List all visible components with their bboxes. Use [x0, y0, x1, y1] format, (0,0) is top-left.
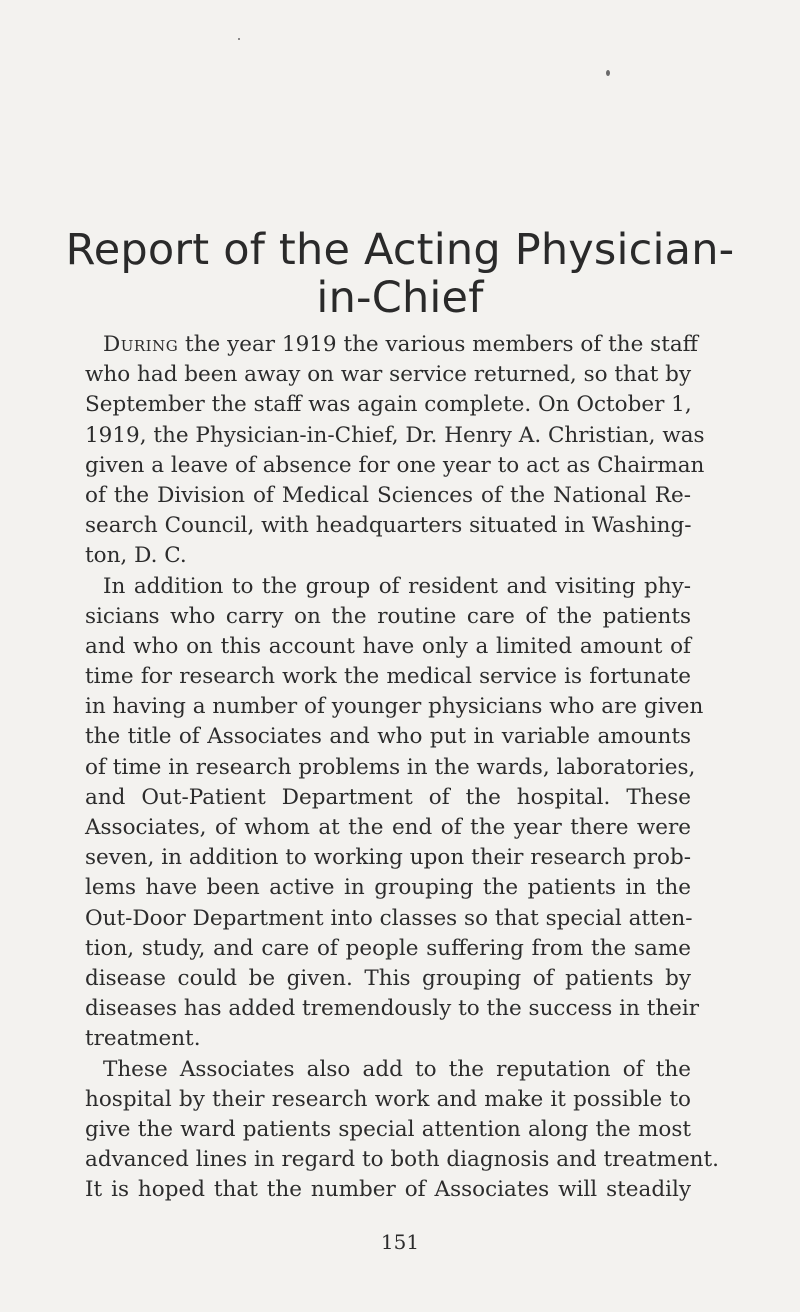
paragraph	[85, 1055, 719, 1206]
text-line: tion, study, and care of people suffering from the same	[85, 935, 691, 961]
text-line: disease could be given. This grouping of patients by	[85, 965, 691, 991]
text-line: seven, in addition to working upon their research prob-	[85, 845, 691, 871]
text-line: In addition to the group of resident and visiting phy-	[103, 573, 691, 599]
text-line: September the staff was again complete. On October 1,	[85, 392, 692, 418]
title-line-2: in-Chief	[316, 273, 484, 323]
text-line: given a leave of absence for one year to act as Chairman	[85, 452, 705, 478]
text-line: During the year 1919 the various members of the staff	[103, 332, 698, 357]
text-line: It is hoped that the number of Associates will steadily	[85, 1177, 691, 1203]
text-line: hospital by their research work and make it possible to	[85, 1086, 691, 1112]
text-line: ton, D. C.	[85, 543, 187, 569]
title-line-1: Report of the Acting Physician-	[65, 225, 735, 275]
paragraph	[85, 572, 704, 1055]
text-line: Associates, of whom at the end of the year there were	[85, 815, 691, 840]
paragraph	[85, 330, 705, 572]
text-line: lems have been active in grouping the patients in the	[85, 875, 691, 901]
text-line: who had been away on war service returned, so that by	[85, 362, 692, 388]
text-line: the title of Associates and who put in variable amounts	[85, 724, 691, 750]
text-line: of time in research problems in the wards, laboratories,	[85, 754, 696, 780]
text-line: and Out-Patient Department of the hospital. These	[85, 784, 691, 810]
text-line: and who on this account have only a limited amount of	[85, 633, 691, 659]
text-line: time for research work the medical service is fortunate	[85, 664, 691, 690]
text-line: in having a number of younger physicians who are given	[85, 694, 704, 720]
text-line: give the ward patients special attention along the most	[85, 1116, 691, 1142]
text-line: sicians who carry on the routine care of the patients	[85, 603, 691, 629]
text-line: 1919, the Physician-in-Chief, Dr. Henry A. Christian, was	[85, 422, 705, 448]
paragraph-lead-word: During	[103, 332, 179, 357]
text-line: Out-Door Department into classes so that special atten-	[85, 905, 693, 931]
text-line: search Council, with headquarters situated in Washing-	[85, 513, 692, 539]
text-line: These Associates also add to the reputation of the	[103, 1056, 691, 1082]
ink-speck	[238, 38, 240, 40]
text-line: diseases has added tremendously to the success in their	[85, 996, 700, 1022]
page-number: 151	[380, 1230, 420, 1254]
report-body	[85, 330, 719, 1205]
page-title	[40, 226, 760, 322]
text-line: of the Division of Medical Sciences of the National Re-	[85, 482, 691, 508]
ink-speck	[606, 70, 610, 76]
text-line: advanced lines in regard to both diagnosis and treatment.	[85, 1147, 719, 1173]
text-line: treatment.	[85, 1026, 201, 1052]
